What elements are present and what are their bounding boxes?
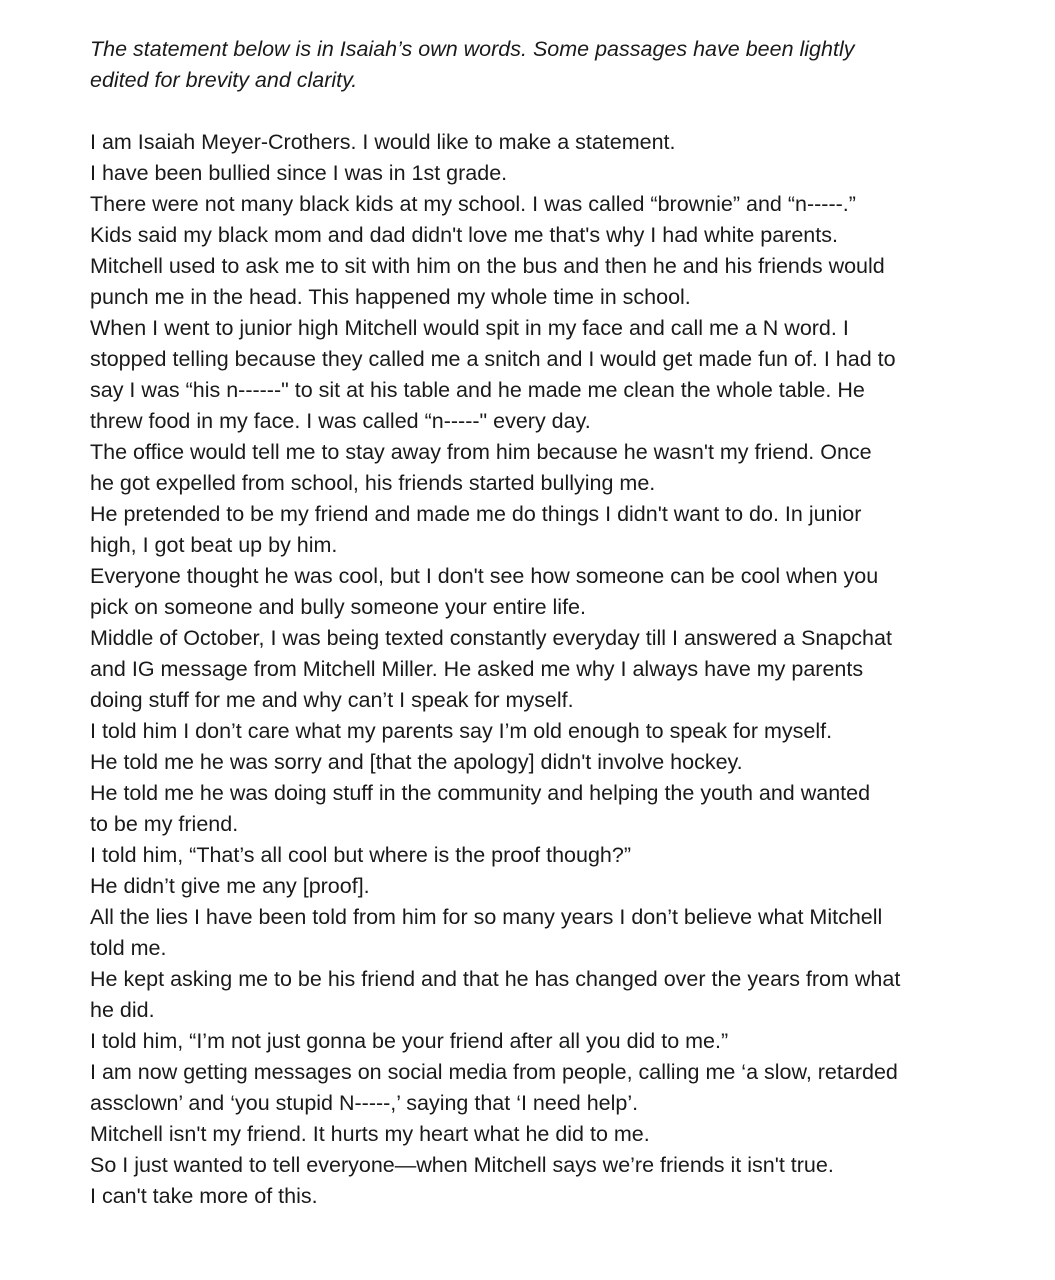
statement-line: high, I got beat up by him. — [90, 533, 338, 557]
editor-note-line: The statement below is in Isaiah’s own words. Some passages have been lightly — [90, 37, 855, 61]
editor-note — [90, 34, 1000, 96]
statement-body — [90, 127, 1000, 1212]
statement-line: pick on someone and bully someone your entire life. — [90, 595, 586, 619]
statement-line: say I was “his n------" to sit at his table and he made me clean the whole table. He — [90, 378, 865, 402]
statement-line: stopped telling because they called me a snitch and I would get made fun of. I had to — [90, 347, 896, 371]
statement-line: I told him, “I’m not just gonna be your friend after all you did to me.” — [90, 1029, 729, 1053]
statement-line: Everyone thought he was cool, but I don't see how someone can be cool when you — [90, 564, 879, 588]
statement-line: assclown’ and ‘you stupid N-----,’ saying that ‘I need help’. — [90, 1091, 639, 1115]
statement-line: He told me he was sorry and [that the apology] didn't involve hockey. — [90, 750, 743, 774]
statement-line: told me. — [90, 936, 167, 960]
statement-line: to be my friend. — [90, 812, 239, 836]
statement-line: Mitchell isn't my friend. It hurts my heart what he did to me. — [90, 1122, 650, 1146]
statement-document — [90, 34, 1000, 1212]
statement-line: All the lies I have been told from him for so many years I don’t believe what Mitchell — [90, 905, 883, 929]
statement-line: and IG message from Mitchell Miller. He asked me why I always have my parents — [90, 657, 864, 681]
paragraph-gap — [90, 96, 1000, 127]
statement-line: he did. — [90, 998, 155, 1022]
statement-line: I am now getting messages on social media from people, calling me ‘a slow, retarded — [90, 1060, 898, 1084]
statement-line: Kids said my black mom and dad didn't love me that's why I had white parents. — [90, 223, 838, 247]
statement-line: doing stuff for me and why can’t I speak for myself. — [90, 688, 574, 712]
editor-note-line: edited for brevity and clarity. — [90, 68, 358, 92]
statement-line: There were not many black kids at my school. I was called “brownie” and “n-----.” — [90, 192, 856, 216]
statement-line: I told him, “That’s all cool but where is the proof though?” — [90, 843, 631, 867]
statement-line: He told me he was doing stuff in the community and helping the youth and wanted — [90, 781, 871, 805]
statement-line: He kept asking me to be his friend and that he has changed over the years from what — [90, 967, 901, 991]
statement-line: he got expelled from school, his friends started bullying me. — [90, 471, 656, 495]
statement-line: The office would tell me to stay away from him because he wasn't my friend. Once — [90, 440, 872, 464]
statement-line: Mitchell used to ask me to sit with him on the bus and then he and his friends would — [90, 254, 885, 278]
statement-line: I have been bullied since I was in 1st grade. — [90, 161, 508, 185]
statement-line: I can't take more of this. — [90, 1184, 318, 1208]
statement-line: He didn’t give me any [proof]. — [90, 874, 370, 898]
statement-line: He pretended to be my friend and made me do things I didn't want to do. In junior — [90, 502, 862, 526]
statement-line: punch me in the head. This happened my whole time in school. — [90, 285, 691, 309]
statement-line: So I just wanted to tell everyone—when Mitchell says we’re friends it isn't true. — [90, 1153, 834, 1177]
statement-line: threw food in my face. I was called “n-----" every day. — [90, 409, 591, 433]
statement-line: I told him I don’t care what my parents say I’m old enough to speak for myself. — [90, 719, 833, 743]
statement-line: I am Isaiah Meyer-Crothers. I would like to make a statement. — [90, 130, 676, 154]
statement-line: When I went to junior high Mitchell would spit in my face and call me a N word. I — [90, 316, 849, 340]
statement-line: Middle of October, I was being texted constantly everyday till I answered a Snapchat — [90, 626, 892, 650]
